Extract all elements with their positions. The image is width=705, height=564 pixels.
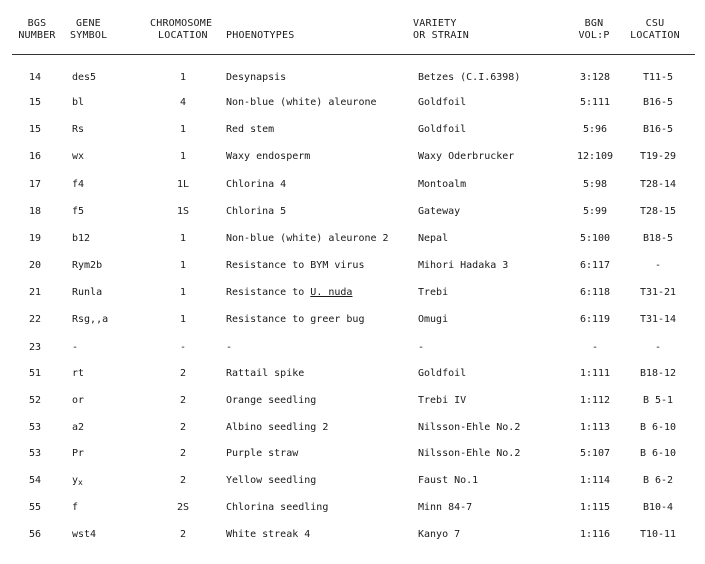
cell-variety: Goldfoil (418, 97, 467, 108)
header-gene-symbol (70, 18, 120, 42)
cell-gene: wx (72, 151, 85, 162)
header-chrom-line2: LOCATION (158, 30, 208, 41)
cell-bgs: 18 (28, 206, 42, 217)
cell-variety: Betzes (C.I.6398) (418, 72, 521, 83)
cell-gene: or (72, 395, 85, 406)
cell-pheno: Red stem (226, 124, 275, 135)
cell-bgs: 56 (28, 529, 42, 540)
cell-pheno: Yellow seedling (226, 475, 317, 486)
cell-bgn: 5:96 (582, 124, 608, 135)
table-row (0, 122, 705, 138)
cell-variety: Kanyo 7 (418, 529, 461, 540)
cell-bgs: 52 (28, 395, 42, 406)
cell-bgn: 1:111 (579, 368, 611, 379)
cell-gene (72, 473, 142, 491)
cell-variety: - (418, 342, 425, 353)
cell-bgs: 53 (28, 422, 42, 433)
cell-bgs: 20 (28, 260, 42, 271)
table-row (0, 500, 705, 516)
table-row (0, 473, 705, 489)
header-bgs-line2: NUMBER (18, 30, 56, 41)
cell-csu: B 5-1 (642, 395, 674, 406)
cell-chrom: - (179, 342, 187, 353)
header-csu-line2: LOCATION (630, 30, 680, 41)
cell-csu: B10-4 (642, 502, 674, 513)
cell-pheno: Chlorina 4 (226, 179, 287, 190)
cell-bgs: 15 (28, 97, 42, 108)
cell-gene: b12 (72, 233, 91, 244)
cell-csu: T10-11 (639, 529, 677, 540)
cell-csu: T31-21 (639, 287, 677, 298)
table-row (0, 527, 705, 543)
cell-bgn: 1:112 (579, 395, 611, 406)
cell-chrom: 1 (179, 314, 187, 325)
cell-bgn: 3:128 (579, 72, 611, 83)
cell-variety: Trebi (418, 287, 449, 298)
cell-bgs: 55 (28, 502, 42, 513)
cell-bgs: 17 (28, 179, 42, 190)
cell-gene: Rs (72, 124, 85, 135)
cell-bgs: 53 (28, 448, 42, 459)
cell-variety: Goldfoil (418, 368, 467, 379)
cell-csu: B 6-2 (642, 475, 674, 486)
table-row (0, 340, 705, 356)
cell-chrom: 1 (179, 287, 187, 298)
cell-bgn: 5:98 (582, 179, 608, 190)
cell-pheno: Orange seedling (226, 395, 317, 406)
cell-gene: f (72, 502, 79, 513)
cell-gene: des5 (72, 72, 97, 83)
cell-pheno: Desynapsis (226, 72, 287, 83)
table-row (0, 312, 705, 328)
cell-pheno: Chlorina seedling (226, 502, 329, 513)
cell-pheno: Chlorina 5 (226, 206, 287, 217)
table-row (0, 149, 705, 165)
cell-bgn: - (591, 342, 599, 353)
header-chromosome-location (150, 18, 220, 42)
cell-gene: f5 (72, 206, 85, 217)
cell-bgn: 6:118 (579, 287, 611, 298)
cell-csu: B16-5 (642, 97, 674, 108)
cell-pheno: Rattail spike (226, 368, 305, 379)
cell-bgs: 22 (28, 314, 42, 325)
cell-chrom: 1 (179, 72, 187, 83)
cell-bgn: 5:100 (579, 233, 611, 244)
cell-variety: Minn 84-7 (418, 502, 473, 513)
cell-variety: Faust No.1 (418, 475, 479, 486)
cell-variety: Goldfoil (418, 124, 467, 135)
cell-chrom: 2 (179, 448, 187, 459)
header-gene-line1: GENE (76, 18, 101, 29)
cell-bgs: 14 (28, 72, 42, 83)
cell-bgn: 6:119 (579, 314, 611, 325)
cell-csu: T28-14 (639, 179, 677, 190)
cell-bgs: 54 (28, 475, 42, 486)
table-row (0, 285, 705, 301)
cell-gene: f4 (72, 179, 85, 190)
cell-chrom: 2 (179, 475, 187, 486)
table-row (0, 204, 705, 220)
cell-variety: Montoalm (418, 179, 467, 190)
cell-variety: Nilsson-Ehle No.2 (418, 448, 521, 459)
table-row (0, 70, 705, 86)
header-divider (12, 54, 695, 55)
cell-variety: Omugi (418, 314, 449, 325)
cell-bgs: 51 (28, 368, 42, 379)
phenotype-text: Resistance to (226, 287, 311, 298)
cell-csu: T11-5 (642, 72, 674, 83)
cell-bgn: 6:117 (579, 260, 611, 271)
cell-gene: rt (72, 368, 85, 379)
cell-bgn: 5:99 (582, 206, 608, 217)
cell-bgs: 21 (28, 287, 42, 298)
cell-gene: bl (72, 97, 85, 108)
phenotype-underlined-text: U. nuda (310, 287, 353, 298)
cell-chrom: 1 (179, 151, 187, 162)
cell-chrom: 2 (179, 368, 187, 379)
cell-variety: Nepal (418, 233, 449, 244)
table-row (0, 231, 705, 247)
cell-bgs: 19 (28, 233, 42, 244)
header-csu-location (626, 18, 684, 42)
header-bgs-number (16, 18, 58, 42)
cell-pheno: Non-blue (white) aleurone 2 (226, 233, 389, 244)
cell-bgn: 1:113 (579, 422, 611, 433)
cell-bgn: 1:115 (579, 502, 611, 513)
cell-chrom: 1 (179, 233, 187, 244)
cell-chrom: 2S (176, 502, 190, 513)
header-gene-line2: SYMBOL (70, 30, 108, 41)
cell-csu: B 6-10 (639, 448, 677, 459)
cell-csu: T19-29 (639, 151, 677, 162)
cell-variety: Waxy Oderbrucker (418, 151, 515, 162)
cell-bgn: 1:116 (579, 529, 611, 540)
cell-pheno: Waxy endosperm (226, 151, 311, 162)
cell-pheno: Resistance to BYM virus (226, 260, 365, 271)
cell-csu: B18-5 (642, 233, 674, 244)
cell-pheno (226, 285, 411, 301)
header-bgn-line2: VOL:P (578, 30, 610, 41)
cell-bgn: 1:114 (579, 475, 611, 486)
cell-pheno: Non-blue (white) aleurone (226, 97, 377, 108)
header-phenotypes (226, 18, 326, 42)
cell-csu: B18-12 (639, 368, 677, 379)
cell-chrom: 1 (179, 124, 187, 135)
cell-variety: Mihori Hadaka 3 (418, 260, 509, 271)
cell-pheno: Albino seedling 2 (226, 422, 329, 433)
table-row (0, 366, 705, 382)
cell-csu: B 6-10 (639, 422, 677, 433)
header-pheno-line2: PHOENOTYPES (226, 30, 295, 41)
header-bgn-volp (572, 18, 616, 42)
gene-symbol-subscript: x (78, 478, 83, 487)
cell-csu: T28-15 (639, 206, 677, 217)
header-bgs-line1: BGS (27, 18, 47, 29)
table-row (0, 420, 705, 436)
cell-gene: a2 (72, 422, 85, 433)
cell-pheno: Resistance to greer bug (226, 314, 365, 325)
table-row (0, 177, 705, 193)
cell-bgs: 23 (28, 342, 42, 353)
cell-bgn: 5:111 (579, 97, 611, 108)
table-row (0, 393, 705, 409)
cell-bgs: 15 (28, 124, 42, 135)
header-bgn-line1: BGN (584, 18, 604, 29)
cell-chrom: 1S (176, 206, 190, 217)
header-variety-strain (413, 18, 503, 42)
cell-csu: - (654, 260, 662, 271)
cell-pheno: Purple straw (226, 448, 299, 459)
cell-gene: Rsg,,a (72, 314, 109, 325)
cell-gene: Runla (72, 287, 103, 298)
cell-pheno: - (226, 342, 233, 353)
cell-variety: Trebi IV (418, 395, 467, 406)
cell-csu: T31-14 (639, 314, 677, 325)
header-csu-line1: CSU (645, 18, 665, 29)
cell-gene: Rym2b (72, 260, 103, 271)
table-row (0, 95, 705, 111)
cell-chrom: 4 (179, 97, 187, 108)
table-row (0, 446, 705, 462)
header-var-line2: OR STRAIN (413, 30, 469, 41)
gene-symbol-text: y (72, 475, 79, 486)
cell-variety: Gateway (418, 206, 461, 217)
cell-csu: - (654, 342, 662, 353)
cell-variety: Nilsson-Ehle No.2 (418, 422, 521, 433)
cell-csu: B16-5 (642, 124, 674, 135)
cell-chrom: 2 (179, 422, 187, 433)
cell-bgn: 12:109 (576, 151, 614, 162)
cell-bgs: 16 (28, 151, 42, 162)
table-row (0, 258, 705, 274)
cell-chrom: 1L (176, 179, 190, 190)
cell-gene: Pr (72, 448, 85, 459)
cell-chrom: 1 (179, 260, 187, 271)
cell-gene: wst4 (72, 529, 97, 540)
cell-chrom: 2 (179, 529, 187, 540)
cell-pheno: White streak 4 (226, 529, 311, 540)
cell-bgn: 5:107 (579, 448, 611, 459)
cell-chrom: 2 (179, 395, 187, 406)
header-var-line1: VARIETY (413, 18, 457, 29)
header-chrom-line1: CHROMOSOME (150, 18, 213, 29)
cell-gene: - (72, 342, 79, 353)
